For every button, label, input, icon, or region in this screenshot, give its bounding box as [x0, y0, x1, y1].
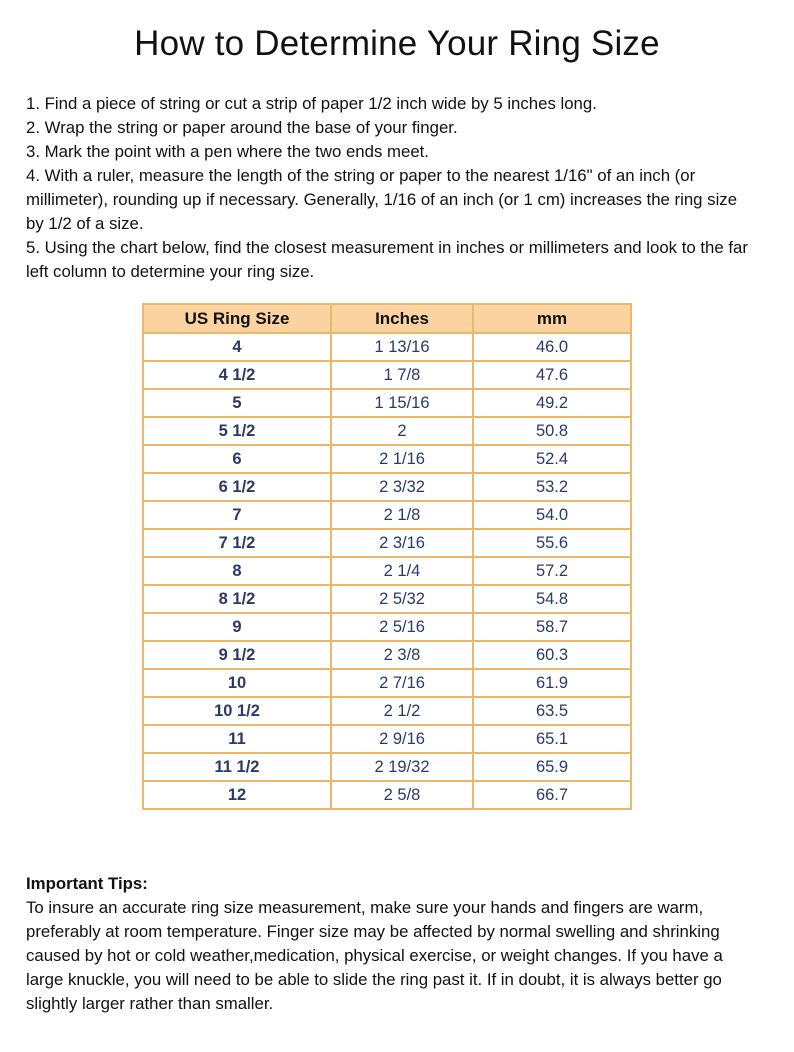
cell-inches: 1 7/8 [331, 361, 473, 389]
header-inches: Inches [331, 304, 473, 333]
table-row [143, 557, 631, 585]
cell-ring-size: 7 1/2 [143, 529, 331, 557]
cell-mm: 50.8 [473, 417, 631, 445]
cell-ring-size: 6 [143, 445, 331, 473]
cell-inches: 2 5/8 [331, 781, 473, 809]
cell-mm: 49.2 [473, 389, 631, 417]
table-row [143, 417, 631, 445]
table-row [143, 585, 631, 613]
cell-mm: 60.3 [473, 641, 631, 669]
cell-inches: 2 1/2 [331, 697, 473, 725]
table-row [143, 333, 631, 361]
table-header-row [143, 304, 631, 333]
cell-ring-size: 4 [143, 333, 331, 361]
cell-ring-size: 5 [143, 389, 331, 417]
header-mm: mm [473, 304, 631, 333]
cell-inches: 2 19/32 [331, 753, 473, 781]
cell-mm: 57.2 [473, 557, 631, 585]
cell-ring-size: 7 [143, 501, 331, 529]
cell-ring-size: 8 1/2 [143, 585, 331, 613]
cell-mm: 55.6 [473, 529, 631, 557]
cell-ring-size: 6 1/2 [143, 473, 331, 501]
table-row [143, 641, 631, 669]
tips-body: To insure an accurate ring size measurement, make sure your hands and fingers are warm, preferably at room temperature. Finger size may be affected by normal swelling and shrinking caused by hot or cold weather,medication, physical exercise, or weight changes. If you have a large knuckle, you will need to be able to slide the ring past it. If in doubt, it is always better go slightly larger rather than smaller. [26, 898, 723, 1013]
cell-mm: 53.2 [473, 473, 631, 501]
table-row [143, 389, 631, 417]
cell-inches: 2 [331, 417, 473, 445]
cell-ring-size: 12 [143, 781, 331, 809]
cell-ring-size: 10 [143, 669, 331, 697]
cell-mm: 65.1 [473, 725, 631, 753]
step-3: 3. Mark the point with a pen where the two ends meet. [26, 142, 429, 161]
ring-size-table [142, 303, 632, 810]
important-tips [26, 872, 756, 1016]
cell-inches: 1 15/16 [331, 389, 473, 417]
cell-inches: 2 9/16 [331, 725, 473, 753]
cell-inches: 2 5/32 [331, 585, 473, 613]
table-row [143, 501, 631, 529]
cell-ring-size: 8 [143, 557, 331, 585]
cell-inches: 1 13/16 [331, 333, 473, 361]
cell-inches: 2 7/16 [331, 669, 473, 697]
cell-mm: 54.0 [473, 501, 631, 529]
cell-mm: 61.9 [473, 669, 631, 697]
cell-inches: 2 1/4 [331, 557, 473, 585]
cell-inches: 2 3/32 [331, 473, 473, 501]
cell-ring-size: 11 [143, 725, 331, 753]
tips-heading: Important Tips: [26, 874, 148, 893]
cell-ring-size: 11 1/2 [143, 753, 331, 781]
header-us-ring-size: US Ring Size [143, 304, 331, 333]
table-row [143, 613, 631, 641]
cell-ring-size: 5 1/2 [143, 417, 331, 445]
step-2: 2. Wrap the string or paper around the base of your finger. [26, 118, 458, 137]
cell-mm: 66.7 [473, 781, 631, 809]
cell-mm: 46.0 [473, 333, 631, 361]
cell-inches: 2 1/8 [331, 501, 473, 529]
table-row [143, 697, 631, 725]
cell-inches: 2 3/8 [331, 641, 473, 669]
table-row [143, 725, 631, 753]
step-1: 1. Find a piece of string or cut a strip of paper 1/2 inch wide by 5 inches long. [26, 94, 597, 113]
table-row [143, 529, 631, 557]
cell-ring-size: 9 1/2 [143, 641, 331, 669]
ring-size-chart [142, 303, 630, 810]
table-row [143, 781, 631, 809]
cell-inches: 2 3/16 [331, 529, 473, 557]
cell-inches: 2 1/16 [331, 445, 473, 473]
table-row [143, 361, 631, 389]
table-row [143, 753, 631, 781]
cell-ring-size: 10 1/2 [143, 697, 331, 725]
page-title: How to Determine Your Ring Size [134, 24, 660, 63]
cell-mm: 63.5 [473, 697, 631, 725]
table-body [143, 333, 631, 809]
table-row [143, 669, 631, 697]
step-4: 4. With a ruler, measure the length of the string or paper to the nearest 1/16" of an inch (or millimeter), rounding up if necessary. Generally, 1/16 of an inch (or 1 cm) increases the ring size by 1/2 of a size. [26, 166, 738, 233]
instruction-steps [26, 92, 756, 284]
cell-inches: 2 5/16 [331, 613, 473, 641]
table-row [143, 445, 631, 473]
cell-mm: 58.7 [473, 613, 631, 641]
step-5: 5. Using the chart below, find the closest measurement in inches or millimeters and look to the far left column to determine your ring size. [26, 238, 748, 281]
cell-ring-size: 4 1/2 [143, 361, 331, 389]
cell-mm: 52.4 [473, 445, 631, 473]
cell-mm: 65.9 [473, 753, 631, 781]
cell-mm: 54.8 [473, 585, 631, 613]
table-row [143, 473, 631, 501]
cell-mm: 47.6 [473, 361, 631, 389]
cell-ring-size: 9 [143, 613, 331, 641]
